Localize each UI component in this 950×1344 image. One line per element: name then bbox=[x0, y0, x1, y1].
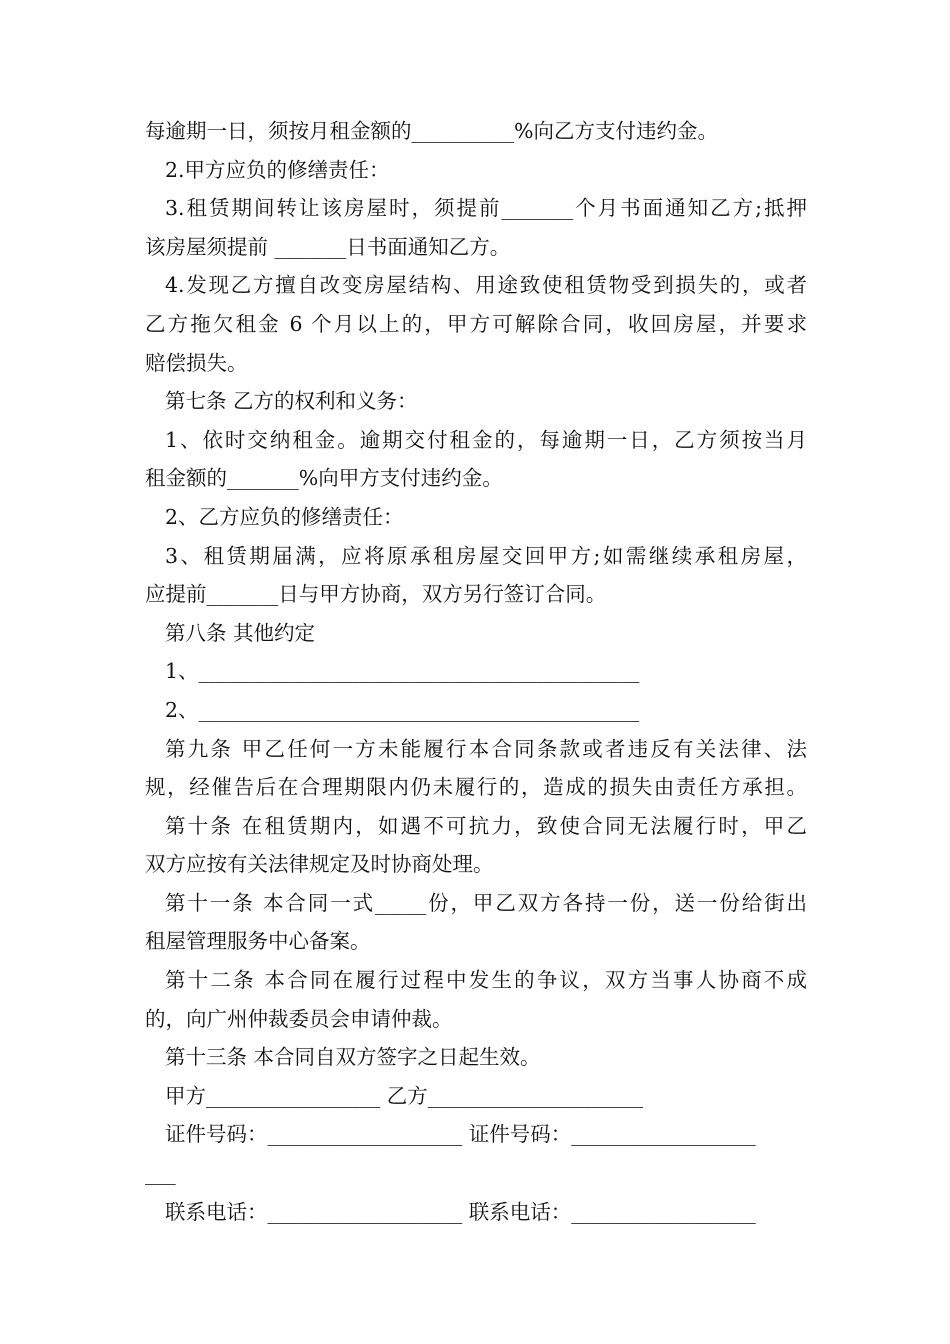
text-line: 该房屋须提前 _______日书面通知乙方。 bbox=[145, 234, 511, 259]
text-line: 1、依时交纳租金。逾期交付租金的，每逾期一日，乙方须按当月 bbox=[165, 427, 807, 452]
text-line: 2.甲方应负的修缮责任： bbox=[165, 157, 390, 182]
text-line: 每逾期一日，须按月租金额的__________%向乙方支付违约金。 bbox=[145, 119, 718, 143]
section-heading: 第八条 其他约定 bbox=[165, 620, 316, 645]
text-line: 第十一条 本合同一式_____份，甲乙双方各持一份，送一份给街出 bbox=[165, 890, 807, 915]
id-number-line-continuation: ___ bbox=[145, 1161, 176, 1186]
text-line: 2、乙方应负的修缮责任： bbox=[165, 504, 404, 529]
section-heading: 第七条 乙方的权利和义务： bbox=[165, 389, 418, 414]
id-number-line: 证件号码：___________________ 证件号码：__________________ bbox=[165, 1122, 756, 1147]
text-line: 赔偿损失。 bbox=[145, 350, 248, 375]
text-line: 乙方拖欠租金 6 个月以上的，甲方可解除合同，收回房屋，并要求 bbox=[145, 311, 807, 336]
text-line: 应提前_______日与甲方协商，双方另行签订合同。 bbox=[145, 582, 607, 607]
phone-line: 联系电话：___________________ 联系电话：__________________ bbox=[165, 1199, 756, 1224]
text-line: 4.发现乙方擅自改变房屋结构、用途致使租赁物受到损失的，或者 bbox=[165, 273, 807, 298]
blank-line-item: 1、___________________________________________ bbox=[165, 659, 640, 684]
contract-body bbox=[145, 112, 807, 1231]
text-line: 第十二条 本合同在履行过程中发生的争议，双方当事人协商不成 bbox=[165, 968, 807, 993]
text-line: 规，经催告后在合理期限内仍未履行的，造成的损失由责任方承担。 bbox=[145, 775, 807, 800]
text-line: 3、租赁期届满，应将原承租房屋交回甲方;如需继续承租房屋， bbox=[165, 543, 807, 568]
text-line: 租金额的_______%向甲方支付违约金。 bbox=[145, 466, 503, 491]
text-line: 双方应按有关法律规定及时协商处理。 bbox=[145, 852, 494, 877]
blank-line-item: 2、___________________________________________ bbox=[165, 697, 640, 722]
text-line: 租屋管理服务中心备案。 bbox=[145, 929, 371, 954]
text-line: 的，向广州仲裁委员会申请仲裁。 bbox=[145, 1006, 453, 1031]
text-line: 第十条 在租赁期内，如遇不可抗力，致使合同无法履行时，甲乙 bbox=[165, 813, 807, 838]
text-line: 3.租赁期间转让该房屋时，须提前_______个月书面通知乙方;抵押 bbox=[165, 196, 807, 221]
signature-line: 甲方_________________ 乙方_____________________ bbox=[165, 1083, 644, 1108]
text-line: 第九条 甲乙任何一方未能履行本合同条款或者违反有关法律、法 bbox=[165, 736, 807, 761]
text-line: 第十三条 本合同自双方签字之日起生效。 bbox=[165, 1045, 541, 1070]
